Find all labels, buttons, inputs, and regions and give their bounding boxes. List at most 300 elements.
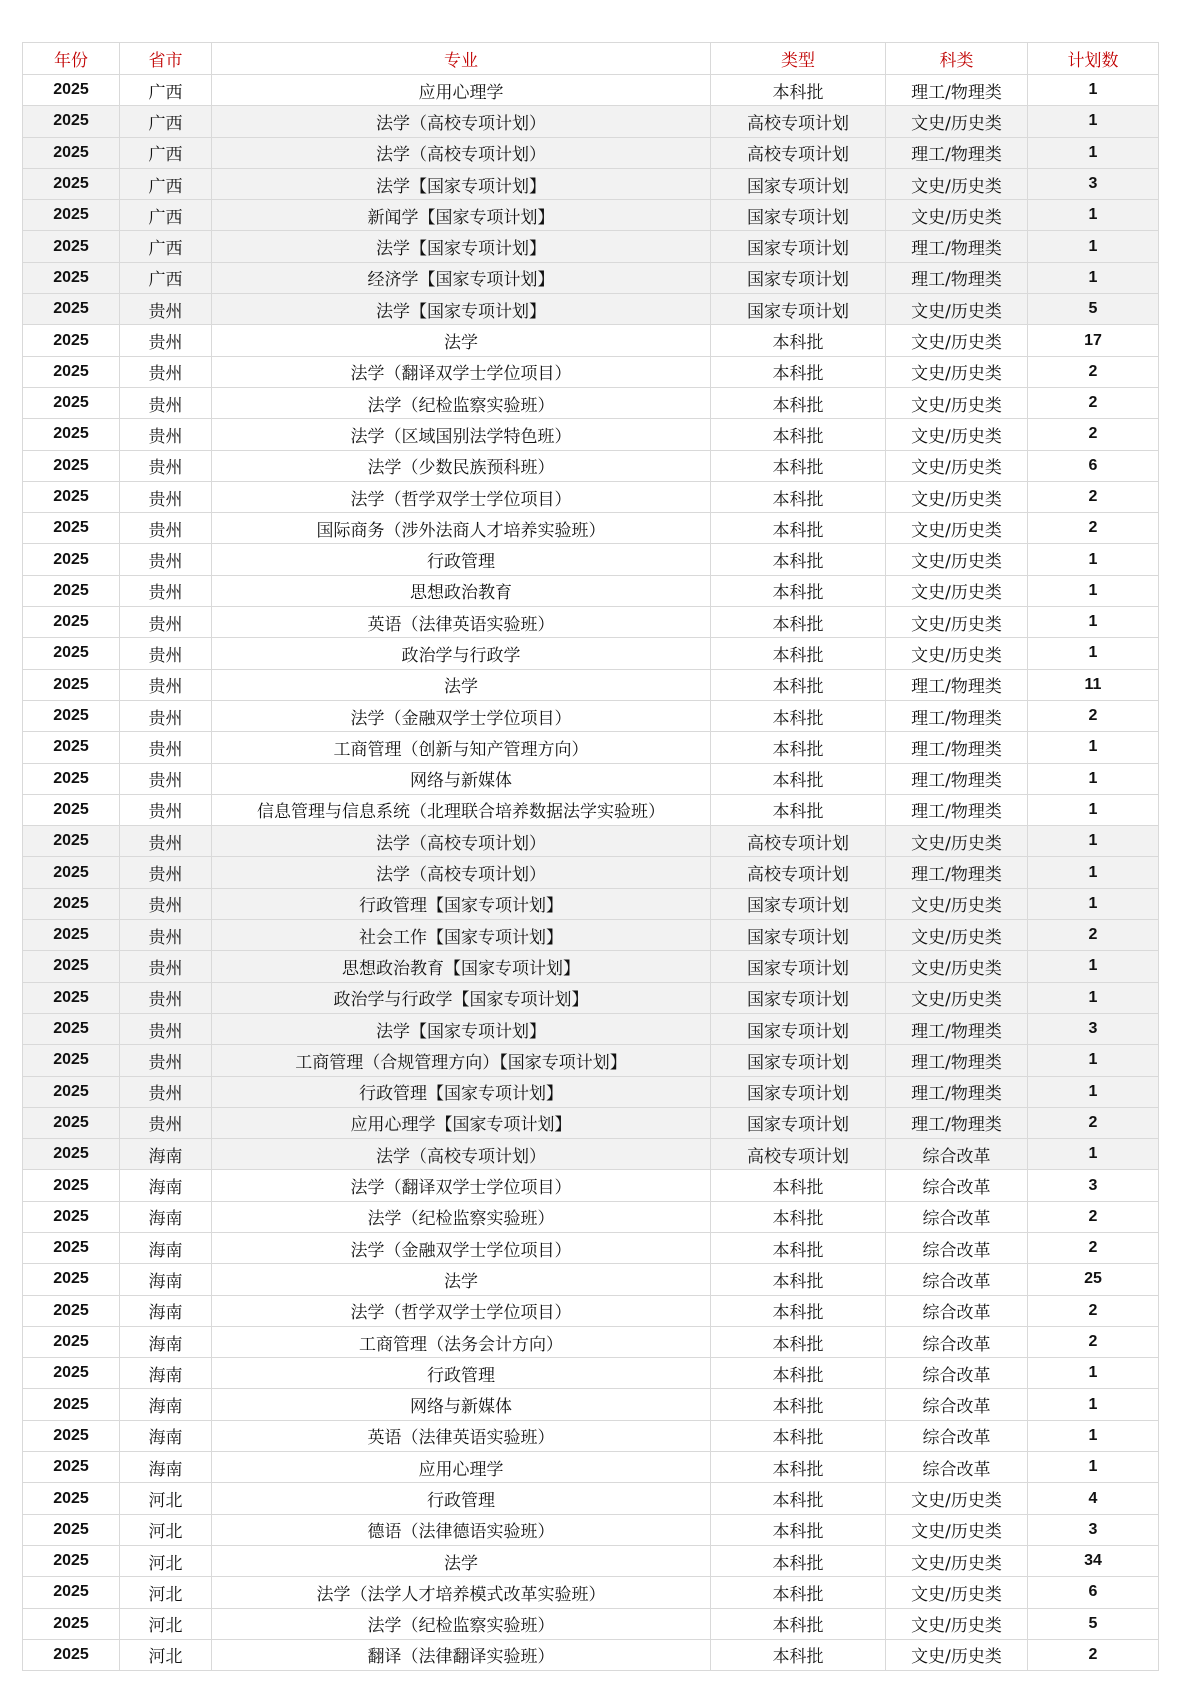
type-cell: 本科批: [711, 1264, 886, 1295]
major-cell: 网络与新媒体: [212, 763, 711, 794]
year-cell: 2025: [23, 1013, 120, 1044]
major-cell: 法学（纪检监察实验班）: [212, 387, 711, 418]
year-cell: 2025: [23, 1577, 120, 1608]
count-cell: 1: [1028, 262, 1159, 293]
count-cell: 1: [1028, 1045, 1159, 1076]
major-cell: 法学（纪检监察实验班）: [212, 1201, 711, 1232]
count-cell: 1: [1028, 1452, 1159, 1483]
province-cell: 海南: [120, 1420, 212, 1451]
subject-cell: 文史/历史类: [886, 544, 1028, 575]
table-row: [23, 1483, 1159, 1514]
table-body: [23, 75, 1159, 1671]
table-row: [23, 575, 1159, 606]
type-cell: 本科批: [711, 1608, 886, 1639]
type-cell: 高校专项计划: [711, 1139, 886, 1170]
subject-cell: 文史/历史类: [886, 481, 1028, 512]
count-cell: 11: [1028, 669, 1159, 700]
type-cell: 本科批: [711, 75, 886, 106]
table-row: [23, 294, 1159, 325]
subject-cell: 文史/历史类: [886, 387, 1028, 418]
major-cell: 新闻学【国家专项计划】: [212, 200, 711, 231]
province-cell: 广西: [120, 106, 212, 137]
province-cell: 贵州: [120, 419, 212, 450]
type-cell: 本科批: [711, 700, 886, 731]
subject-cell: 文史/历史类: [886, 575, 1028, 606]
year-cell: 2025: [23, 1107, 120, 1138]
count-cell: 2: [1028, 1639, 1159, 1670]
table-row: [23, 607, 1159, 638]
count-cell: 2: [1028, 700, 1159, 731]
table-row: [23, 1295, 1159, 1326]
province-cell: 贵州: [120, 951, 212, 982]
province-cell: 海南: [120, 1389, 212, 1420]
year-cell: 2025: [23, 1170, 120, 1201]
year-cell: 2025: [23, 168, 120, 199]
table-row: [23, 1013, 1159, 1044]
year-cell: 2025: [23, 106, 120, 137]
year-cell: 2025: [23, 325, 120, 356]
type-cell: 国家专项计划: [711, 1045, 886, 1076]
table-row: [23, 1232, 1159, 1263]
table-row: [23, 763, 1159, 794]
subject-cell: 文史/历史类: [886, 638, 1028, 669]
type-cell: 高校专项计划: [711, 106, 886, 137]
type-cell: 本科批: [711, 669, 886, 700]
table-row: [23, 669, 1159, 700]
table-row: [23, 450, 1159, 481]
major-cell: 法学（哲学双学士学位项目）: [212, 1295, 711, 1326]
type-cell: 国家专项计划: [711, 888, 886, 919]
table-row: [23, 1389, 1159, 1420]
year-cell: 2025: [23, 231, 120, 262]
table-row: [23, 951, 1159, 982]
major-cell: 法学【国家专项计划】: [212, 168, 711, 199]
subject-cell: 理工/物理类: [886, 1045, 1028, 1076]
year-cell: 2025: [23, 1045, 120, 1076]
province-cell: 海南: [120, 1170, 212, 1201]
count-cell: 34: [1028, 1545, 1159, 1576]
province-cell: 贵州: [120, 1107, 212, 1138]
table-row: [23, 732, 1159, 763]
year-cell: 2025: [23, 700, 120, 731]
subject-cell: 文史/历史类: [886, 1639, 1028, 1670]
type-cell: 高校专项计划: [711, 137, 886, 168]
type-cell: 本科批: [711, 1639, 886, 1670]
type-cell: 本科批: [711, 732, 886, 763]
major-cell: 应用心理学: [212, 1452, 711, 1483]
year-cell: 2025: [23, 1139, 120, 1170]
table-row: [23, 1076, 1159, 1107]
table-row: [23, 200, 1159, 231]
province-cell: 贵州: [120, 607, 212, 638]
major-cell: 法学（高校专项计划）: [212, 857, 711, 888]
table-row: [23, 325, 1159, 356]
table-row: [23, 1358, 1159, 1389]
major-cell: 法学（区域国别法学特色班）: [212, 419, 711, 450]
count-cell: 1: [1028, 826, 1159, 857]
subject-cell: 理工/物理类: [886, 1076, 1028, 1107]
count-cell: 1: [1028, 231, 1159, 262]
count-cell: 2: [1028, 419, 1159, 450]
enrollment-plan-table: [22, 42, 1159, 1671]
type-cell: 本科批: [711, 763, 886, 794]
subject-cell: 综合改革: [886, 1389, 1028, 1420]
count-cell: 1: [1028, 544, 1159, 575]
count-cell: 2: [1028, 356, 1159, 387]
table-header-row: [23, 43, 1159, 75]
major-cell: 法学（纪检监察实验班）: [212, 1608, 711, 1639]
subject-cell: 文史/历史类: [886, 106, 1028, 137]
subject-cell: 理工/物理类: [886, 794, 1028, 825]
count-cell: 1: [1028, 1076, 1159, 1107]
major-cell: 法学（法学人才培养模式改革实验班）: [212, 1577, 711, 1608]
table-row: [23, 1452, 1159, 1483]
count-cell: 17: [1028, 325, 1159, 356]
count-cell: 1: [1028, 1358, 1159, 1389]
subject-cell: 文史/历史类: [886, 1483, 1028, 1514]
type-cell: 本科批: [711, 419, 886, 450]
table-row: [23, 387, 1159, 418]
table-row: [23, 481, 1159, 512]
year-cell: 2025: [23, 888, 120, 919]
province-cell: 广西: [120, 137, 212, 168]
type-cell: 本科批: [711, 356, 886, 387]
type-cell: 本科批: [711, 1201, 886, 1232]
count-cell: 2: [1028, 1326, 1159, 1357]
subject-cell: 理工/物理类: [886, 137, 1028, 168]
table-row: [23, 920, 1159, 951]
year-cell: 2025: [23, 450, 120, 481]
type-cell: 国家专项计划: [711, 982, 886, 1013]
major-cell: 行政管理【国家专项计划】: [212, 888, 711, 919]
table-row: [23, 1045, 1159, 1076]
count-cell: 2: [1028, 1295, 1159, 1326]
count-cell: 1: [1028, 794, 1159, 825]
major-cell: 法学（高校专项计划）: [212, 137, 711, 168]
province-cell: 贵州: [120, 387, 212, 418]
year-cell: 2025: [23, 1608, 120, 1639]
year-cell: 2025: [23, 419, 120, 450]
year-cell: 2025: [23, 513, 120, 544]
year-cell: 2025: [23, 1514, 120, 1545]
subject-cell: 文史/历史类: [886, 450, 1028, 481]
type-cell: 本科批: [711, 1420, 886, 1451]
subject-cell: 理工/物理类: [886, 669, 1028, 700]
subject-cell: 文史/历史类: [886, 294, 1028, 325]
table-row: [23, 888, 1159, 919]
province-cell: 河北: [120, 1483, 212, 1514]
count-cell: 1: [1028, 732, 1159, 763]
major-cell: 法学: [212, 1264, 711, 1295]
province-cell: 河北: [120, 1514, 212, 1545]
count-cell: 2: [1028, 513, 1159, 544]
province-cell: 贵州: [120, 575, 212, 606]
table-row: [23, 1326, 1159, 1357]
subject-cell: 综合改革: [886, 1139, 1028, 1170]
table-row: [23, 1577, 1159, 1608]
count-cell: 2: [1028, 481, 1159, 512]
count-cell: 1: [1028, 200, 1159, 231]
province-cell: 贵州: [120, 763, 212, 794]
major-cell: 法学（高校专项计划）: [212, 1139, 711, 1170]
year-cell: 2025: [23, 669, 120, 700]
province-cell: 贵州: [120, 544, 212, 575]
major-cell: 网络与新媒体: [212, 1389, 711, 1420]
table-row: [23, 1639, 1159, 1670]
subject-cell: 理工/物理类: [886, 1107, 1028, 1138]
count-cell: 4: [1028, 1483, 1159, 1514]
count-cell: 6: [1028, 450, 1159, 481]
province-cell: 海南: [120, 1326, 212, 1357]
table-row: [23, 1139, 1159, 1170]
type-cell: 国家专项计划: [711, 200, 886, 231]
province-cell: 海南: [120, 1201, 212, 1232]
count-cell: 1: [1028, 951, 1159, 982]
major-cell: 法学: [212, 1545, 711, 1576]
province-cell: 贵州: [120, 669, 212, 700]
subject-cell: 文史/历史类: [886, 920, 1028, 951]
major-cell: 信息管理与信息系统（北理联合培养数据法学实验班）: [212, 794, 711, 825]
table-row: [23, 513, 1159, 544]
subject-cell: 综合改革: [886, 1420, 1028, 1451]
type-cell: 本科批: [711, 1389, 886, 1420]
subject-cell: 文史/历史类: [886, 513, 1028, 544]
major-cell: 工商管理（创新与知产管理方向）: [212, 732, 711, 763]
year-cell: 2025: [23, 1295, 120, 1326]
header-year: 年份: [23, 43, 120, 75]
type-cell: 本科批: [711, 1577, 886, 1608]
major-cell: 法学（翻译双学士学位项目）: [212, 1170, 711, 1201]
type-cell: 本科批: [711, 1232, 886, 1263]
table-row: [23, 168, 1159, 199]
type-cell: 本科批: [711, 794, 886, 825]
year-cell: 2025: [23, 982, 120, 1013]
subject-cell: 文史/历史类: [886, 607, 1028, 638]
type-cell: 高校专项计划: [711, 857, 886, 888]
year-cell: 2025: [23, 481, 120, 512]
type-cell: 本科批: [711, 1295, 886, 1326]
province-cell: 广西: [120, 262, 212, 293]
subject-cell: 综合改革: [886, 1326, 1028, 1357]
year-cell: 2025: [23, 1358, 120, 1389]
province-cell: 贵州: [120, 982, 212, 1013]
type-cell: 本科批: [711, 1514, 886, 1545]
major-cell: 法学【国家专项计划】: [212, 231, 711, 262]
year-cell: 2025: [23, 1326, 120, 1357]
major-cell: 思想政治教育: [212, 575, 711, 606]
table-row: [23, 419, 1159, 450]
subject-cell: 理工/物理类: [886, 763, 1028, 794]
subject-cell: 理工/物理类: [886, 75, 1028, 106]
header-type: 类型: [711, 43, 886, 75]
count-cell: 3: [1028, 1170, 1159, 1201]
type-cell: 本科批: [711, 575, 886, 606]
subject-cell: 文史/历史类: [886, 951, 1028, 982]
subject-cell: 理工/物理类: [886, 700, 1028, 731]
major-cell: 工商管理（法务会计方向）: [212, 1326, 711, 1357]
table-row: [23, 1608, 1159, 1639]
table-row: [23, 106, 1159, 137]
province-cell: 贵州: [120, 826, 212, 857]
type-cell: 本科批: [711, 325, 886, 356]
province-cell: 贵州: [120, 1045, 212, 1076]
subject-cell: 文史/历史类: [886, 826, 1028, 857]
type-cell: 本科批: [711, 544, 886, 575]
province-cell: 贵州: [120, 356, 212, 387]
major-cell: 法学（高校专项计划）: [212, 826, 711, 857]
count-cell: 3: [1028, 1013, 1159, 1044]
subject-cell: 理工/物理类: [886, 262, 1028, 293]
type-cell: 国家专项计划: [711, 1107, 886, 1138]
major-cell: 法学（翻译双学士学位项目）: [212, 356, 711, 387]
year-cell: 2025: [23, 920, 120, 951]
table-row: [23, 1170, 1159, 1201]
table-row: [23, 794, 1159, 825]
province-cell: 贵州: [120, 1013, 212, 1044]
major-cell: 行政管理【国家专项计划】: [212, 1076, 711, 1107]
table-row: [23, 231, 1159, 262]
subject-cell: 理工/物理类: [886, 732, 1028, 763]
table-row: [23, 75, 1159, 106]
table-row: [23, 982, 1159, 1013]
year-cell: 2025: [23, 544, 120, 575]
type-cell: 国家专项计划: [711, 294, 886, 325]
province-cell: 贵州: [120, 794, 212, 825]
major-cell: 法学（少数民族预科班）: [212, 450, 711, 481]
year-cell: 2025: [23, 1420, 120, 1451]
province-cell: 河北: [120, 1608, 212, 1639]
header-major: 专业: [212, 43, 711, 75]
type-cell: 本科批: [711, 1326, 886, 1357]
province-cell: 河北: [120, 1639, 212, 1670]
count-cell: 1: [1028, 137, 1159, 168]
subject-cell: 综合改革: [886, 1264, 1028, 1295]
count-cell: 5: [1028, 1608, 1159, 1639]
type-cell: 本科批: [711, 1358, 886, 1389]
province-cell: 河北: [120, 1545, 212, 1576]
subject-cell: 文史/历史类: [886, 888, 1028, 919]
subject-cell: 理工/物理类: [886, 1013, 1028, 1044]
year-cell: 2025: [23, 607, 120, 638]
type-cell: 本科批: [711, 638, 886, 669]
type-cell: 国家专项计划: [711, 951, 886, 982]
header-province: 省市: [120, 43, 212, 75]
subject-cell: 文史/历史类: [886, 168, 1028, 199]
major-cell: 法学: [212, 325, 711, 356]
year-cell: 2025: [23, 575, 120, 606]
table-row: [23, 700, 1159, 731]
subject-cell: 综合改革: [886, 1452, 1028, 1483]
major-cell: 应用心理学: [212, 75, 711, 106]
type-cell: 本科批: [711, 1545, 886, 1576]
province-cell: 海南: [120, 1264, 212, 1295]
province-cell: 河北: [120, 1577, 212, 1608]
type-cell: 国家专项计划: [711, 168, 886, 199]
province-cell: 贵州: [120, 1076, 212, 1107]
major-cell: 应用心理学【国家专项计划】: [212, 1107, 711, 1138]
count-cell: 1: [1028, 106, 1159, 137]
province-cell: 贵州: [120, 325, 212, 356]
subject-cell: 文史/历史类: [886, 356, 1028, 387]
year-cell: 2025: [23, 200, 120, 231]
count-cell: 2: [1028, 1107, 1159, 1138]
table-row: [23, 857, 1159, 888]
major-cell: 国际商务（涉外法商人才培养实验班）: [212, 513, 711, 544]
table-row: [23, 1201, 1159, 1232]
major-cell: 政治学与行政学: [212, 638, 711, 669]
major-cell: 英语（法律英语实验班）: [212, 607, 711, 638]
count-cell: 5: [1028, 294, 1159, 325]
type-cell: 本科批: [711, 607, 886, 638]
subject-cell: 综合改革: [886, 1201, 1028, 1232]
province-cell: 广西: [120, 200, 212, 231]
major-cell: 社会工作【国家专项计划】: [212, 920, 711, 951]
count-cell: 2: [1028, 1232, 1159, 1263]
year-cell: 2025: [23, 356, 120, 387]
year-cell: 2025: [23, 763, 120, 794]
type-cell: 本科批: [711, 513, 886, 544]
year-cell: 2025: [23, 75, 120, 106]
year-cell: 2025: [23, 794, 120, 825]
count-cell: 1: [1028, 1389, 1159, 1420]
count-cell: 1: [1028, 1420, 1159, 1451]
subject-cell: 文史/历史类: [886, 419, 1028, 450]
major-cell: 英语（法律英语实验班）: [212, 1420, 711, 1451]
province-cell: 广西: [120, 75, 212, 106]
type-cell: 国家专项计划: [711, 262, 886, 293]
major-cell: 思想政治教育【国家专项计划】: [212, 951, 711, 982]
province-cell: 海南: [120, 1232, 212, 1263]
major-cell: 工商管理（合规管理方向）【国家专项计划】: [212, 1045, 711, 1076]
table-row: [23, 1264, 1159, 1295]
subject-cell: 文史/历史类: [886, 1545, 1028, 1576]
table-row: [23, 1107, 1159, 1138]
subject-cell: 综合改革: [886, 1170, 1028, 1201]
type-cell: 国家专项计划: [711, 920, 886, 951]
province-cell: 贵州: [120, 638, 212, 669]
province-cell: 贵州: [120, 700, 212, 731]
province-cell: 广西: [120, 168, 212, 199]
subject-cell: 综合改革: [886, 1295, 1028, 1326]
year-cell: 2025: [23, 1201, 120, 1232]
province-cell: 广西: [120, 231, 212, 262]
year-cell: 2025: [23, 1389, 120, 1420]
subject-cell: 文史/历史类: [886, 325, 1028, 356]
year-cell: 2025: [23, 1545, 120, 1576]
subject-cell: 理工/物理类: [886, 857, 1028, 888]
subject-cell: 文史/历史类: [886, 982, 1028, 1013]
count-cell: 3: [1028, 168, 1159, 199]
province-cell: 贵州: [120, 450, 212, 481]
year-cell: 2025: [23, 857, 120, 888]
major-cell: 法学【国家专项计划】: [212, 294, 711, 325]
major-cell: 法学（金融双学士学位项目）: [212, 1232, 711, 1263]
count-cell: 1: [1028, 857, 1159, 888]
year-cell: 2025: [23, 1452, 120, 1483]
count-cell: 6: [1028, 1577, 1159, 1608]
count-cell: 2: [1028, 1201, 1159, 1232]
major-cell: 法学（金融双学士学位项目）: [212, 700, 711, 731]
subject-cell: 综合改革: [886, 1358, 1028, 1389]
province-cell: 贵州: [120, 481, 212, 512]
year-cell: 2025: [23, 1076, 120, 1107]
major-cell: 法学: [212, 669, 711, 700]
count-cell: 1: [1028, 1139, 1159, 1170]
subject-cell: 综合改革: [886, 1232, 1028, 1263]
count-cell: 1: [1028, 763, 1159, 794]
major-cell: 行政管理: [212, 544, 711, 575]
type-cell: 国家专项计划: [711, 231, 886, 262]
